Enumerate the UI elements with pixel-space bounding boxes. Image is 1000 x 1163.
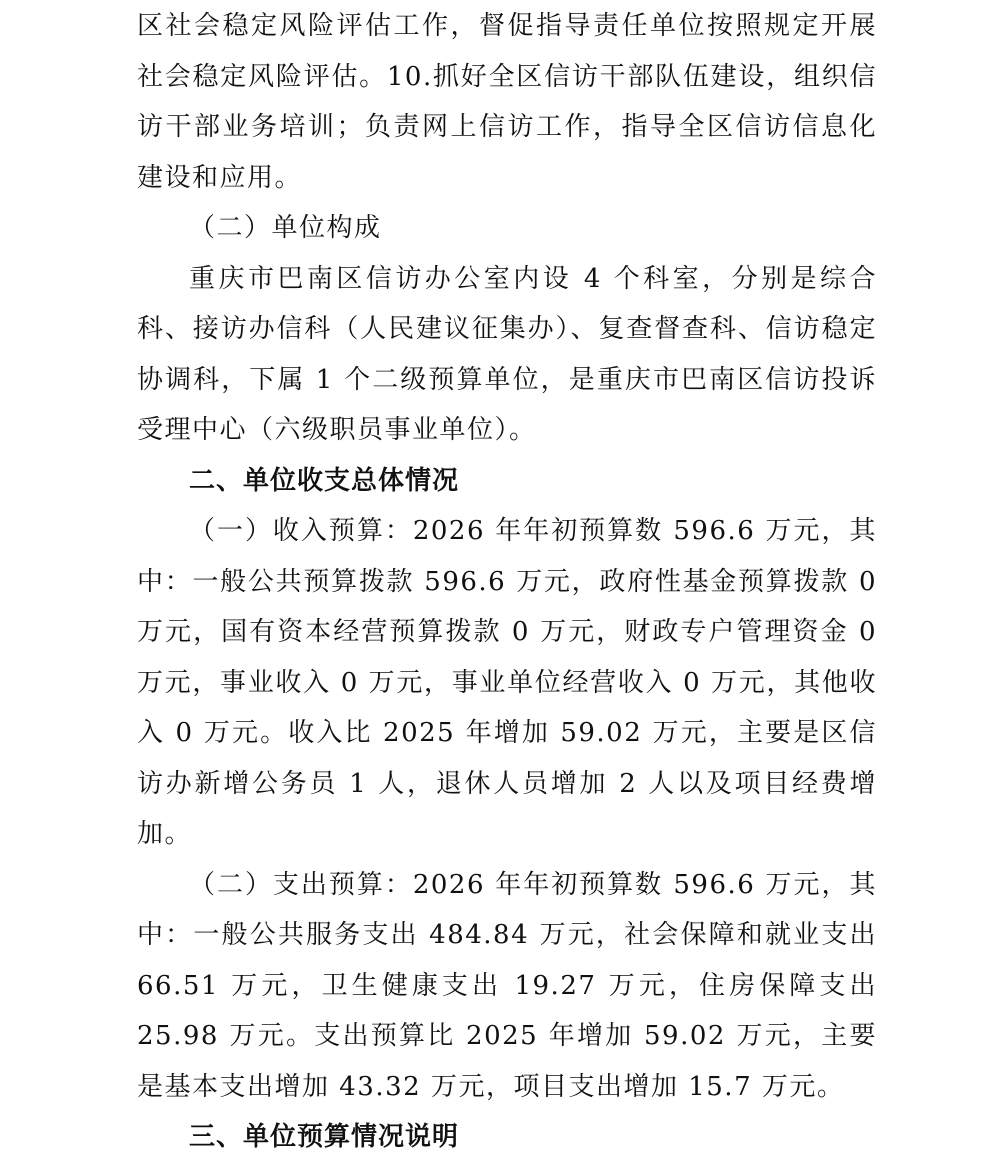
expense-budget-text: ：2026 年年初预算数 596.6 万元，其中：一般公共服务支出 484.84 万元，社会保障和就业支出 66.51 万元，卫生健康支出 19.27 万元，住房保障支出 25.98 万元。支出预算比 2025 年增加 59.02 万元，主要是基本支出增加 43.32 万元，项目支出增加 15.7 万元。 (137, 869, 877, 1102)
document-page (137, 0, 877, 1163)
paragraph-expense-budget (137, 860, 877, 1113)
subheading-unit-composition: （二）单位构成 (189, 213, 382, 243)
income-budget-text: ：2026 年年初预算数 596.6 万元，其中：一般公共预算拨款 596.6 万元，政府性基金预算拨款 0 万元，国有资本经营预算拨款 0 万元，财政专户管理资金 0 万元，事业收入 0 万元，事业单位经营收入 0 万元，其他收入 0 万元。收入比 2025 年增加 59.02 万元，主要是区信访办新增公务员 1 人，退休人员增加 2 人以及项目经费增加。 (137, 516, 877, 849)
expense-budget-label: （二）支出预算 (189, 869, 385, 900)
paragraph-income-budget (137, 506, 877, 860)
paragraph-unit-composition: 重庆市巴南区信访办公室内设 4 个科室，分别是综合科、接访办信科（人民建议征集办）、复查督查科、信访稳定协调科，下属 1 个二级预算单位，是重庆市巴南区信访投诉受理中心（六级职员事业单位）。 (137, 263, 877, 445)
section-heading-budget-explanation: 三、单位预算情况说明 (189, 1122, 460, 1152)
section-heading-revenue-expenditure: 二、单位收支总体情况 (189, 465, 460, 496)
paragraph-duties-continuation: 区社会稳定风险评估工作，督促指导责任单位按照规定开展社会稳定风险评估。10.抓好全区信访干部队伍建设，组织信访干部业务培训；负责网上信访工作，指导全区信访信息化建设和应用。 (137, 11, 877, 193)
income-budget-label: （一）收入预算 (189, 516, 385, 546)
